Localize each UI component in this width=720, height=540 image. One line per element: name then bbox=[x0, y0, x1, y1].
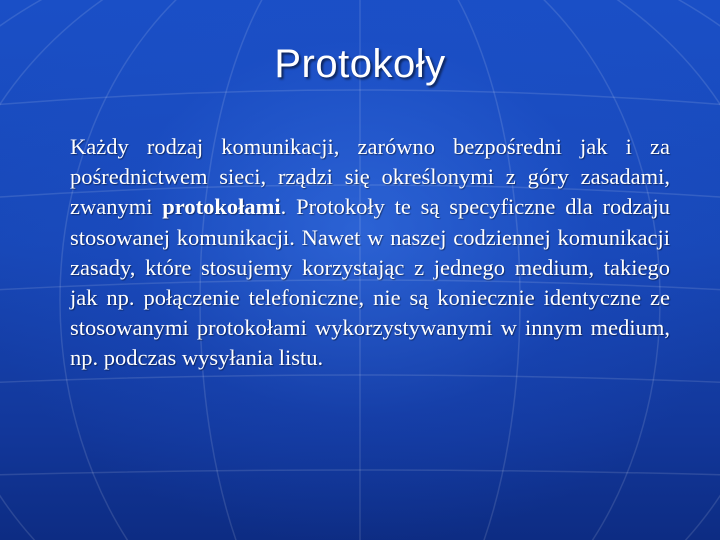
paragraph-text-end: . Protokoły te są specyficzne dla rodzaju stosowanej komunikacji. Nawet w naszej codziennej komunikacji zasady, które stosujemy korzystając z jednego medium, takiego jak np. połączenie telefoniczne, nie są koniecznie identyczne ze stosowanymi protokołami wykorzystywanymi w innym medium, np. podczas wysyłania listu. bbox=[70, 194, 670, 371]
body-paragraph bbox=[70, 132, 670, 374]
paragraph-text-start: Każdy rodzaj komunikacji, zarówno bezpośredni jak i za pośrednictwem sieci, rządzi się określonymi z góry zasadami, zwanymi bbox=[70, 134, 670, 220]
paragraph-emphasis: protokołami bbox=[162, 194, 281, 220]
slide-title: Protokoły bbox=[274, 42, 446, 86]
